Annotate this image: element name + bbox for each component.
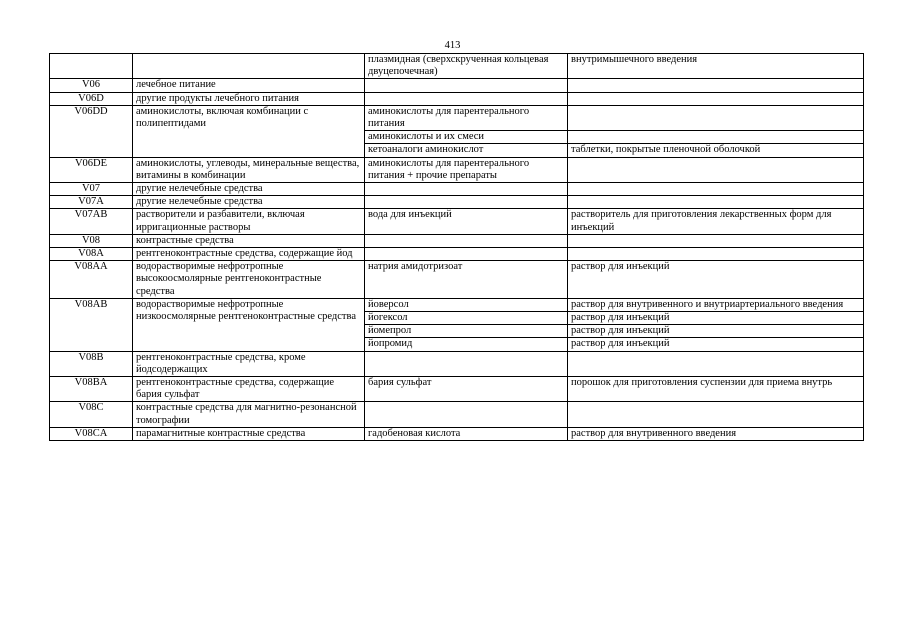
substance-cell: аминокислоты и их смеси <box>365 131 568 144</box>
group-name-cell: другие нелечебные средства <box>133 196 365 209</box>
substance-cell: йоверсол <box>365 298 568 311</box>
substance-cell <box>365 92 568 105</box>
group-name-cell: водорастворимые нефротропные высокоосмолярные рентгеноконтрастные средства <box>133 261 365 299</box>
dosage-form-cell <box>568 105 864 130</box>
dosage-form-cell: порошок для приготовления суспензии для приема внутрь <box>568 377 864 402</box>
substance-cell <box>365 183 568 196</box>
dosage-form-cell: раствор для инъекций <box>568 312 864 325</box>
dosage-form-cell <box>568 131 864 144</box>
substance-cell: йогексол <box>365 312 568 325</box>
dosage-form-cell: раствор для внутривенного и внутриартериального введения <box>568 298 864 311</box>
group-name-cell: другие продукты лечебного питания <box>133 92 365 105</box>
table-row <box>50 157 864 182</box>
atc-code-cell: V06DD <box>50 105 133 157</box>
atc-code-cell: V08A <box>50 248 133 261</box>
substance-cell <box>365 234 568 247</box>
table-row <box>50 402 864 427</box>
group-name-cell: водорастворимые нефротропные низкоосмолярные рентгеноконтрастные средства <box>133 298 365 351</box>
atc-code-cell: V08CA <box>50 427 133 440</box>
dosage-form-cell <box>568 234 864 247</box>
group-name-cell: рентгеноконтрастные средства, содержащие йод <box>133 248 365 261</box>
table-row <box>50 377 864 402</box>
substance-cell: йопромид <box>365 338 568 351</box>
group-name-cell: контрастные средства <box>133 234 365 247</box>
dosage-form-cell <box>568 92 864 105</box>
atc-code-cell: V08C <box>50 402 133 427</box>
table-row <box>50 248 864 261</box>
substance-cell <box>365 79 568 92</box>
table-row <box>50 54 864 79</box>
substance-cell: бария сульфат <box>365 377 568 402</box>
dosage-form-cell: раствор для инъекций <box>568 325 864 338</box>
group-name-cell: контрастные средства для магнитно-резонансной томографии <box>133 402 365 427</box>
dosage-form-cell: внутримышечного введения <box>568 54 864 79</box>
substance-cell: аминокислоты для парентерального питания + прочие препараты <box>365 157 568 182</box>
dosage-form-cell <box>568 183 864 196</box>
atc-code-cell: V08AB <box>50 298 133 351</box>
substance-cell <box>365 351 568 376</box>
substance-cell: аминокислоты для парентерального питания <box>365 105 568 130</box>
dosage-form-cell: раствор для внутривенного введения <box>568 427 864 440</box>
group-name-cell: парамагнитные контрастные средства <box>133 427 365 440</box>
atc-code-cell: V07A <box>50 196 133 209</box>
atc-code-cell: V08B <box>50 351 133 376</box>
atc-code-cell: V07AB <box>50 209 133 234</box>
atc-code-cell: V06DE <box>50 157 133 182</box>
dosage-form-cell: раствор для инъекций <box>568 338 864 351</box>
dosage-form-cell: таблетки, покрытые пленочной оболочкой <box>568 144 864 157</box>
dosage-form-cell: растворитель для приготовления лекарственных форм для инъекций <box>568 209 864 234</box>
atc-code-cell: V06 <box>50 79 133 92</box>
group-name-cell: лечебное питание <box>133 79 365 92</box>
table-row <box>50 79 864 92</box>
dosage-form-cell <box>568 157 864 182</box>
group-name-cell: аминокислоты, включая комбинации с полипептидами <box>133 105 365 157</box>
group-name-cell: рентгеноконтрастные средства, содержащие бария сульфат <box>133 377 365 402</box>
table-row <box>50 196 864 209</box>
dosage-form-cell <box>568 196 864 209</box>
atc-code-cell: V07 <box>50 183 133 196</box>
dosage-form-cell: раствор для инъекций <box>568 261 864 299</box>
substance-cell <box>365 402 568 427</box>
group-name-cell <box>133 54 365 79</box>
table-row <box>50 427 864 440</box>
atc-code-cell: V08 <box>50 234 133 247</box>
substance-cell: йомепрол <box>365 325 568 338</box>
table-row <box>50 234 864 247</box>
substance-cell: кетоаналоги аминокислот <box>365 144 568 157</box>
substance-cell: гадобеновая кислота <box>365 427 568 440</box>
substance-cell <box>365 248 568 261</box>
group-name-cell: рентгеноконтрастные средства, кроме йодсодержащих <box>133 351 365 376</box>
atc-code-cell: V08BA <box>50 377 133 402</box>
atc-code-cell: V08AA <box>50 261 133 299</box>
dosage-form-cell <box>568 248 864 261</box>
substance-cell <box>365 196 568 209</box>
atc-code-cell <box>50 54 133 79</box>
table-row <box>50 351 864 376</box>
substance-cell: вода для инъекций <box>365 209 568 234</box>
dosage-form-cell <box>568 351 864 376</box>
substance-cell: натрия амидотризоат <box>365 261 568 299</box>
table-row <box>50 261 864 299</box>
group-name-cell: другие нелечебные средства <box>133 183 365 196</box>
table-row <box>50 105 864 130</box>
dosage-form-cell <box>568 402 864 427</box>
table-row <box>50 92 864 105</box>
drug-table <box>49 53 864 441</box>
page-number: 413 <box>444 40 461 51</box>
dosage-form-cell <box>568 79 864 92</box>
table-row <box>50 209 864 234</box>
group-name-cell: аминокислоты, углеводы, минеральные вещества, витамины в комбинации <box>133 157 365 182</box>
table-row <box>50 298 864 311</box>
substance-cell: плазмидная (сверхскрученная кольцевая двуцепочечная) <box>365 54 568 79</box>
table-row <box>50 183 864 196</box>
atc-code-cell: V06D <box>50 92 133 105</box>
group-name-cell: растворители и разбавители, включая ирригационные растворы <box>133 209 365 234</box>
